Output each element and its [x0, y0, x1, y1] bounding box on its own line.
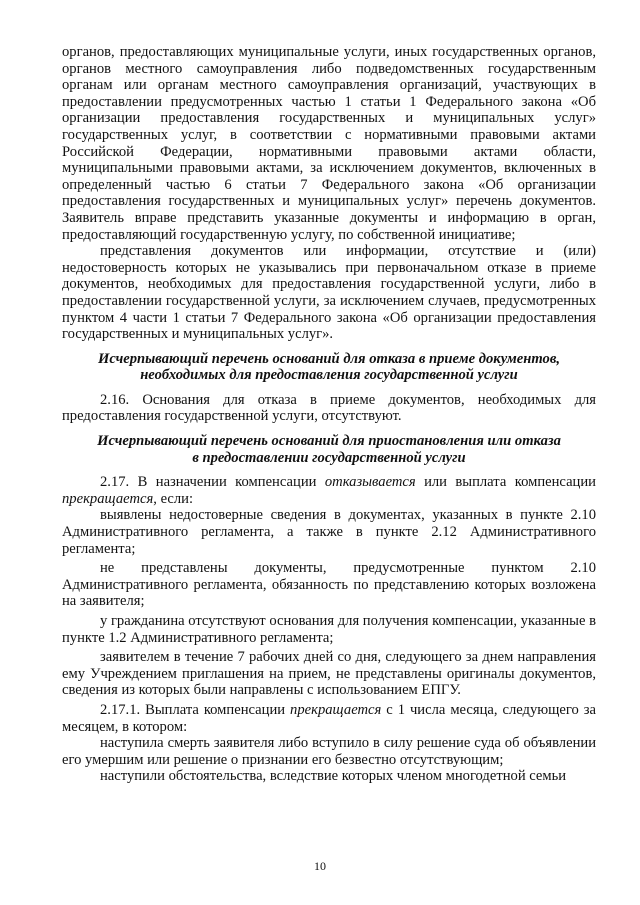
document-page: [62, 44, 596, 785]
list-item-false-info: выявлены недостоверные сведения в документах, указанных в пункте 2.10 Административного регламента, а также в пункте 2.12 Административного регламента;: [62, 507, 596, 557]
emphasis-terminated: прекращается: [62, 490, 154, 507]
heading-suspension-refusal-line2: в предоставлении государственной услуги: [192, 449, 466, 466]
list-item-no-grounds: у гражданина отсутствуют основания для получения компенсации, указанные в пункте 1.2 Административного регламента;: [62, 613, 596, 646]
text-run: с 1 числа месяца, следующего за месяцем, в котором:: [62, 701, 596, 735]
text-run: , если:: [153, 490, 194, 507]
paragraph-2-17-1: [62, 702, 596, 735]
text-run: 2.17.1. Выплата компенсации: [100, 701, 291, 718]
list-item-missing-documents: не представлены документы, предусмотренные пунктом 2.10 Административного регламента, обязанность по представлению которых возложена на заявителя;: [62, 560, 596, 610]
text-run: или выплата компенсации: [415, 474, 596, 491]
heading-suspension-refusal: [62, 433, 596, 466]
list-item-originals-not-provided: заявителем в течение 7 рабочих дней со дня, следующего за днем направления ему Учреждением приглашения на прием, не представлены оригиналы документов, сведения из которых были направлены с использованием ЕПГУ.: [62, 649, 596, 699]
paragraph-documents-info: представления документов или информации, отсутствие и (или) недостоверность которых не указывались при первоначальном отказе в приеме документов, необходимых для предоставления государственной услуги, либо в предоставлении государственной услуги, за исключением случаев, предусмотренных пунктом 4 части 1 статьи 7 Федерального закона «Об организации предоставления государственных и муниципальных услуг».: [62, 243, 596, 343]
emphasis-refused: отказывается: [324, 474, 416, 491]
heading-refusal-documents-line2: необходимых для предоставления государственной услуги: [140, 367, 518, 384]
text-run: 2.17. В назначении компенсации: [100, 474, 325, 491]
heading-refusal-documents: [62, 351, 596, 384]
paragraph-2-17: [62, 474, 596, 507]
emphasis-terminated: прекращается: [290, 701, 382, 718]
heading-refusal-documents-line1: Исчерпывающий перечень оснований для отказа в приеме документов,: [97, 350, 561, 367]
paragraph-2-16: 2.16. Основания для отказа в приеме документов, необходимых для предоставления государственной услуги, отсутствуют.: [62, 391, 596, 425]
paragraph-continuation: органов, предоставляющих муниципальные услуги, иных государственных органов, органов местного самоуправления либо подведомственных государственным органам или органам местного самоуправления организаций, участвующих в предоставлении предусмотренных частью 1 статьи 1 Федерального закона «Об организации предоставления государственных и муниципальных услуг» государственных услуг, в соответствии с нормативными правовыми актами Российской Федерации, нормативными правовыми актами области, муниципальными правовыми актами, за исключением документов, включенных в определенный частью 6 статьи 7 Федерального закона «Об организации предоставления государственных и муниципальных услуг» перечень документов. Заявитель вправе представить указанные документы и информацию в орган, предоставляющий государственную услугу, по собственной инициативе;: [62, 44, 596, 243]
list-item-circumstances: наступили обстоятельства, вследствие которых членом многодетной семьи: [100, 768, 567, 785]
heading-suspension-refusal-line1: Исчерпывающий перечень оснований для приостановления или отказа: [97, 433, 561, 450]
list-item-death: наступила смерть заявителя либо вступило в силу решение суда об объявлении его умершим или решение о признании его безвестно отсутствующим;: [62, 735, 596, 768]
page-number: 10: [314, 859, 326, 873]
